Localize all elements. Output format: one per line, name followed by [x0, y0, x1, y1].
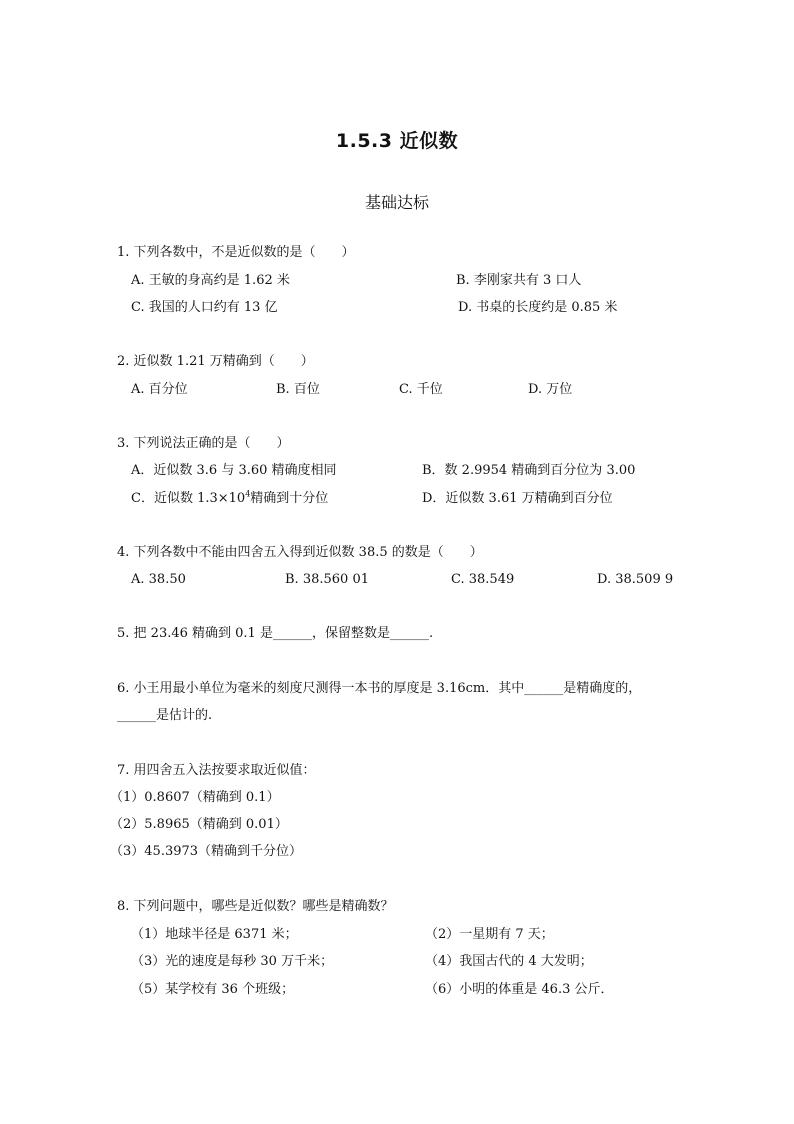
question-3-stem: 3. 下列说法正确的是（ ）: [117, 436, 290, 451]
question-3-option-c-tail: 精确到十分位: [250, 491, 329, 506]
question-3-option-a: A．近似数 3.6 与 3.60 精确度相同: [131, 463, 337, 478]
question-2-option-b: B. 百位: [276, 382, 320, 397]
question-2-option-d: D. 万位: [528, 382, 573, 397]
question-1-option-d: D. 书桌的长度约是 0.85 米: [458, 300, 618, 315]
question-7-item-1: （1）0.8607（精确到 0.1）: [110, 790, 280, 805]
question-7-item-2: （2）5.8965（精确到 0.01）: [110, 817, 288, 832]
question-8-item-6: （6）小明的体重是 46.3 公斤．: [425, 982, 614, 997]
question-4-option-d: D. 38.509 9: [597, 572, 674, 587]
question-4-option-b: B. 38.560 01: [285, 572, 369, 587]
question-8-item-3: （3）光的速度是每秒 30 万千米；: [131, 954, 334, 969]
section-heading: 基础达标: [364, 193, 429, 212]
question-4-stem: 4. 下列各数中不能由四舍五入得到近似数 38.5 的数是（ ）: [117, 545, 483, 560]
question-2-stem: 2. 近似数 1.21 万精确到（ ）: [117, 354, 314, 369]
question-1-option-c: C. 我国的人口约有 13 亿: [131, 300, 278, 315]
question-8-item-4: （4）我国古代的 4 大发明；: [425, 954, 593, 969]
question-3-option-c-exponent: 4: [245, 489, 251, 499]
question-7-stem: 7. 用四舍五入法按要求取近似值：: [117, 763, 316, 778]
question-4-option-c: C. 38.549: [451, 572, 515, 587]
question-4-option-a: A. 38.50: [131, 572, 186, 587]
question-3-option-c: [131, 490, 328, 508]
question-1-option-a: A. 王敏的身高约是 1.62 米: [131, 273, 290, 288]
question-6-line-2: ______是估计的.: [117, 708, 213, 723]
question-1-stem: 1. 下列各数中，不是近似数的是（ ）: [117, 245, 355, 260]
question-7-item-3: （3）45.3973（精确到千分位）: [110, 844, 303, 859]
question-3-option-d: D．近似数 3.61 万精确到百分位: [422, 491, 613, 506]
question-8-item-1: （1）地球半径是 6371 米；: [131, 927, 298, 942]
question-6-line-1: 6. 小王用最小单位为毫米的刻度尺测得一本书的厚度是 3.16cm．其中______是精确度的，: [117, 681, 642, 696]
question-8-item-5: （5）某学校有 36 个班级；: [131, 982, 295, 997]
page-title: 1.5.3 近似数: [335, 130, 459, 152]
question-3-option-b: B．数 2.9954 精确到百分位为 3.00: [422, 463, 636, 478]
question-5-stem: 5. 把 23.46 精确到 0.1 是______，保留整数是______.: [117, 626, 434, 641]
question-2-option-c: C. 千位: [399, 382, 443, 397]
question-8-item-2: （2）一星期有 7 天；: [425, 927, 554, 942]
question-3-option-c-base: C．近似数 1.3×10: [131, 491, 246, 506]
question-8-stem: 8. 下列问题中，哪些是近似数？哪些是精确数？: [117, 899, 394, 914]
question-1-option-b: B. 李刚家共有 3 口人: [456, 273, 582, 288]
question-2-option-a: A. 百分位: [131, 382, 188, 397]
